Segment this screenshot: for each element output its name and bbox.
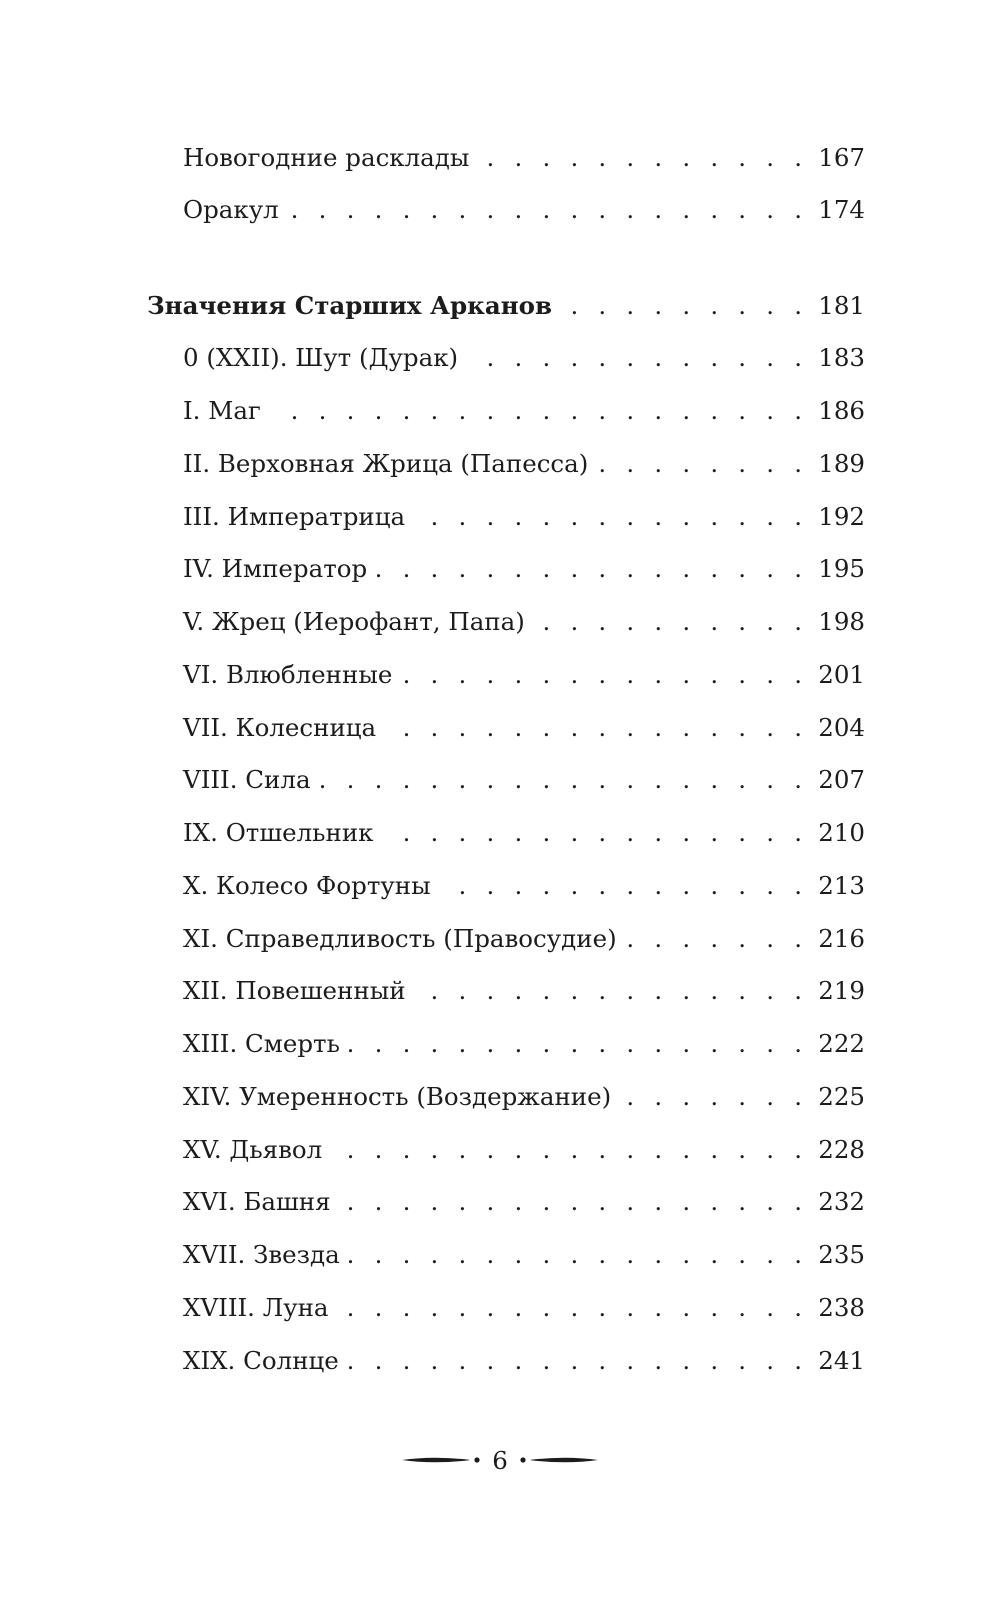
toc-entry-title: XIII. Смерть [183, 1029, 340, 1058]
toc-section-title: Значения Старших Арканов [147, 291, 553, 320]
toc-entry-page-number: 216 [818, 924, 865, 953]
dot-leader [347, 1341, 808, 1381]
toc-entry[interactable] [183, 919, 865, 959]
toc-entry-title: XI. Справедливость (Правосудие) [183, 924, 617, 953]
page-number: 6 [492, 1445, 508, 1475]
toc-entry-page-number: 198 [818, 607, 865, 636]
dot-leader [348, 1024, 808, 1064]
toc-entry-title: III. Императрица [183, 502, 406, 531]
toc-entry-title: I. Маг [183, 396, 261, 425]
toc-entry-page-number: 228 [818, 1135, 865, 1164]
toc-entry-title: Новогодние расклады [183, 143, 470, 172]
toc-entry-title: VIII. Сила [183, 765, 311, 794]
dot-leader [413, 497, 808, 537]
toc-entry[interactable] [183, 866, 865, 906]
toc-entry[interactable] [183, 1130, 865, 1170]
dot-leader [560, 286, 808, 326]
toc-entry-title: II. Верховная Жрица (Папесса) [183, 449, 589, 478]
dot-leader [287, 190, 809, 230]
toc-entry[interactable] [183, 1341, 865, 1381]
toc-entry-title: Оракул [183, 195, 279, 224]
toc-entry[interactable] [183, 1077, 865, 1117]
toc-section-page-number: 181 [818, 291, 865, 320]
toc-entry-page-number: 238 [818, 1293, 865, 1322]
toc-entry-page-number: 204 [818, 713, 865, 742]
dot-leader [319, 760, 809, 800]
toc-entry-page-number: 189 [818, 449, 865, 478]
dot-leader [382, 813, 809, 853]
toc-entry-page-number: 235 [818, 1240, 865, 1269]
toc-entry[interactable] [183, 391, 865, 431]
dot-leader [348, 1235, 809, 1275]
toc-entry[interactable] [183, 971, 865, 1011]
toc-entry-title: VII. Колесница [183, 713, 377, 742]
toc-entry-title: 0 (XXII). Шут (Дурак) [183, 343, 459, 372]
dot-leader [533, 602, 808, 642]
toc-entry-title: IX. Отшельник [183, 818, 374, 847]
toc-entry-page-number: 241 [818, 1346, 865, 1375]
toc-entry-title: XII. Повешенный [183, 976, 406, 1005]
toc-entry[interactable] [183, 190, 865, 230]
toc-entry-page-number: 225 [818, 1082, 865, 1111]
toc-entry[interactable] [183, 549, 865, 589]
right-ornament-icon [518, 1453, 600, 1467]
toc-entry[interactable] [183, 813, 865, 853]
toc-entry[interactable] [183, 1182, 865, 1222]
dot-leader [330, 1130, 808, 1170]
toc-entry-title: X. Колесо Фортуны [183, 871, 431, 900]
toc-entry-title: IV. Император [183, 554, 368, 583]
toc-entry-page-number: 186 [818, 396, 865, 425]
toc-entry[interactable] [183, 1024, 865, 1064]
toc-entry-title: XVI. Башня [183, 1187, 331, 1216]
toc-entry-title: V. Жрец (Иерофант, Папа) [183, 607, 525, 636]
dot-leader [269, 391, 808, 431]
dot-leader [439, 866, 809, 906]
toc-entry-page-number: 192 [818, 502, 865, 531]
dot-leader [384, 708, 808, 748]
dot-leader [337, 1288, 809, 1328]
toc-section-heading[interactable] [147, 286, 865, 326]
toc-entry-page-number: 213 [818, 871, 865, 900]
toc-entry-title: XIV. Умеренность (Воздержание) [183, 1082, 612, 1111]
page-folio [0, 1440, 1000, 1480]
toc-entry[interactable] [183, 138, 865, 178]
dot-leader [625, 919, 809, 959]
toc-entry[interactable] [183, 602, 865, 642]
left-ornament-icon [400, 1453, 482, 1467]
toc-entry-page-number: 222 [818, 1029, 865, 1058]
toc-entry-page-number: 183 [818, 343, 865, 372]
dot-leader [375, 549, 808, 589]
toc-entry-page-number: 207 [818, 765, 865, 794]
dot-leader [596, 444, 808, 484]
toc-entry-page-number: 210 [818, 818, 865, 847]
toc-entry-page-number: 232 [818, 1187, 865, 1216]
dot-leader [414, 971, 809, 1011]
toc-entry-page-number: 167 [818, 143, 865, 172]
toc-entry-title: XIX. Солнце [183, 1346, 339, 1375]
toc-entry-title: VI. Влюбленные [183, 660, 393, 689]
toc-entry[interactable] [183, 708, 865, 748]
toc-entry-title: XVIII. Луна [183, 1293, 329, 1322]
toc-entry[interactable] [183, 655, 865, 695]
toc-entry[interactable] [183, 497, 865, 537]
toc-entry-title: XV. Дьявол [183, 1135, 323, 1164]
toc-entry[interactable] [183, 1288, 865, 1328]
toc-entry-page-number: 219 [818, 976, 865, 1005]
dot-leader [466, 338, 808, 378]
toc-entry-page-number: 174 [818, 195, 865, 224]
toc-entry[interactable] [183, 338, 865, 378]
toc-entry-title: XVII. Звезда [183, 1240, 340, 1269]
dot-leader [400, 655, 808, 695]
dot-leader [339, 1182, 809, 1222]
toc-entry-page-number: 195 [818, 554, 865, 583]
toc-entry-page-number: 201 [818, 660, 865, 689]
dot-leader [619, 1077, 808, 1117]
dot-leader [477, 138, 808, 178]
toc-entry[interactable] [183, 444, 865, 484]
toc-entry[interactable] [183, 1235, 865, 1275]
toc-entry[interactable] [183, 760, 865, 800]
